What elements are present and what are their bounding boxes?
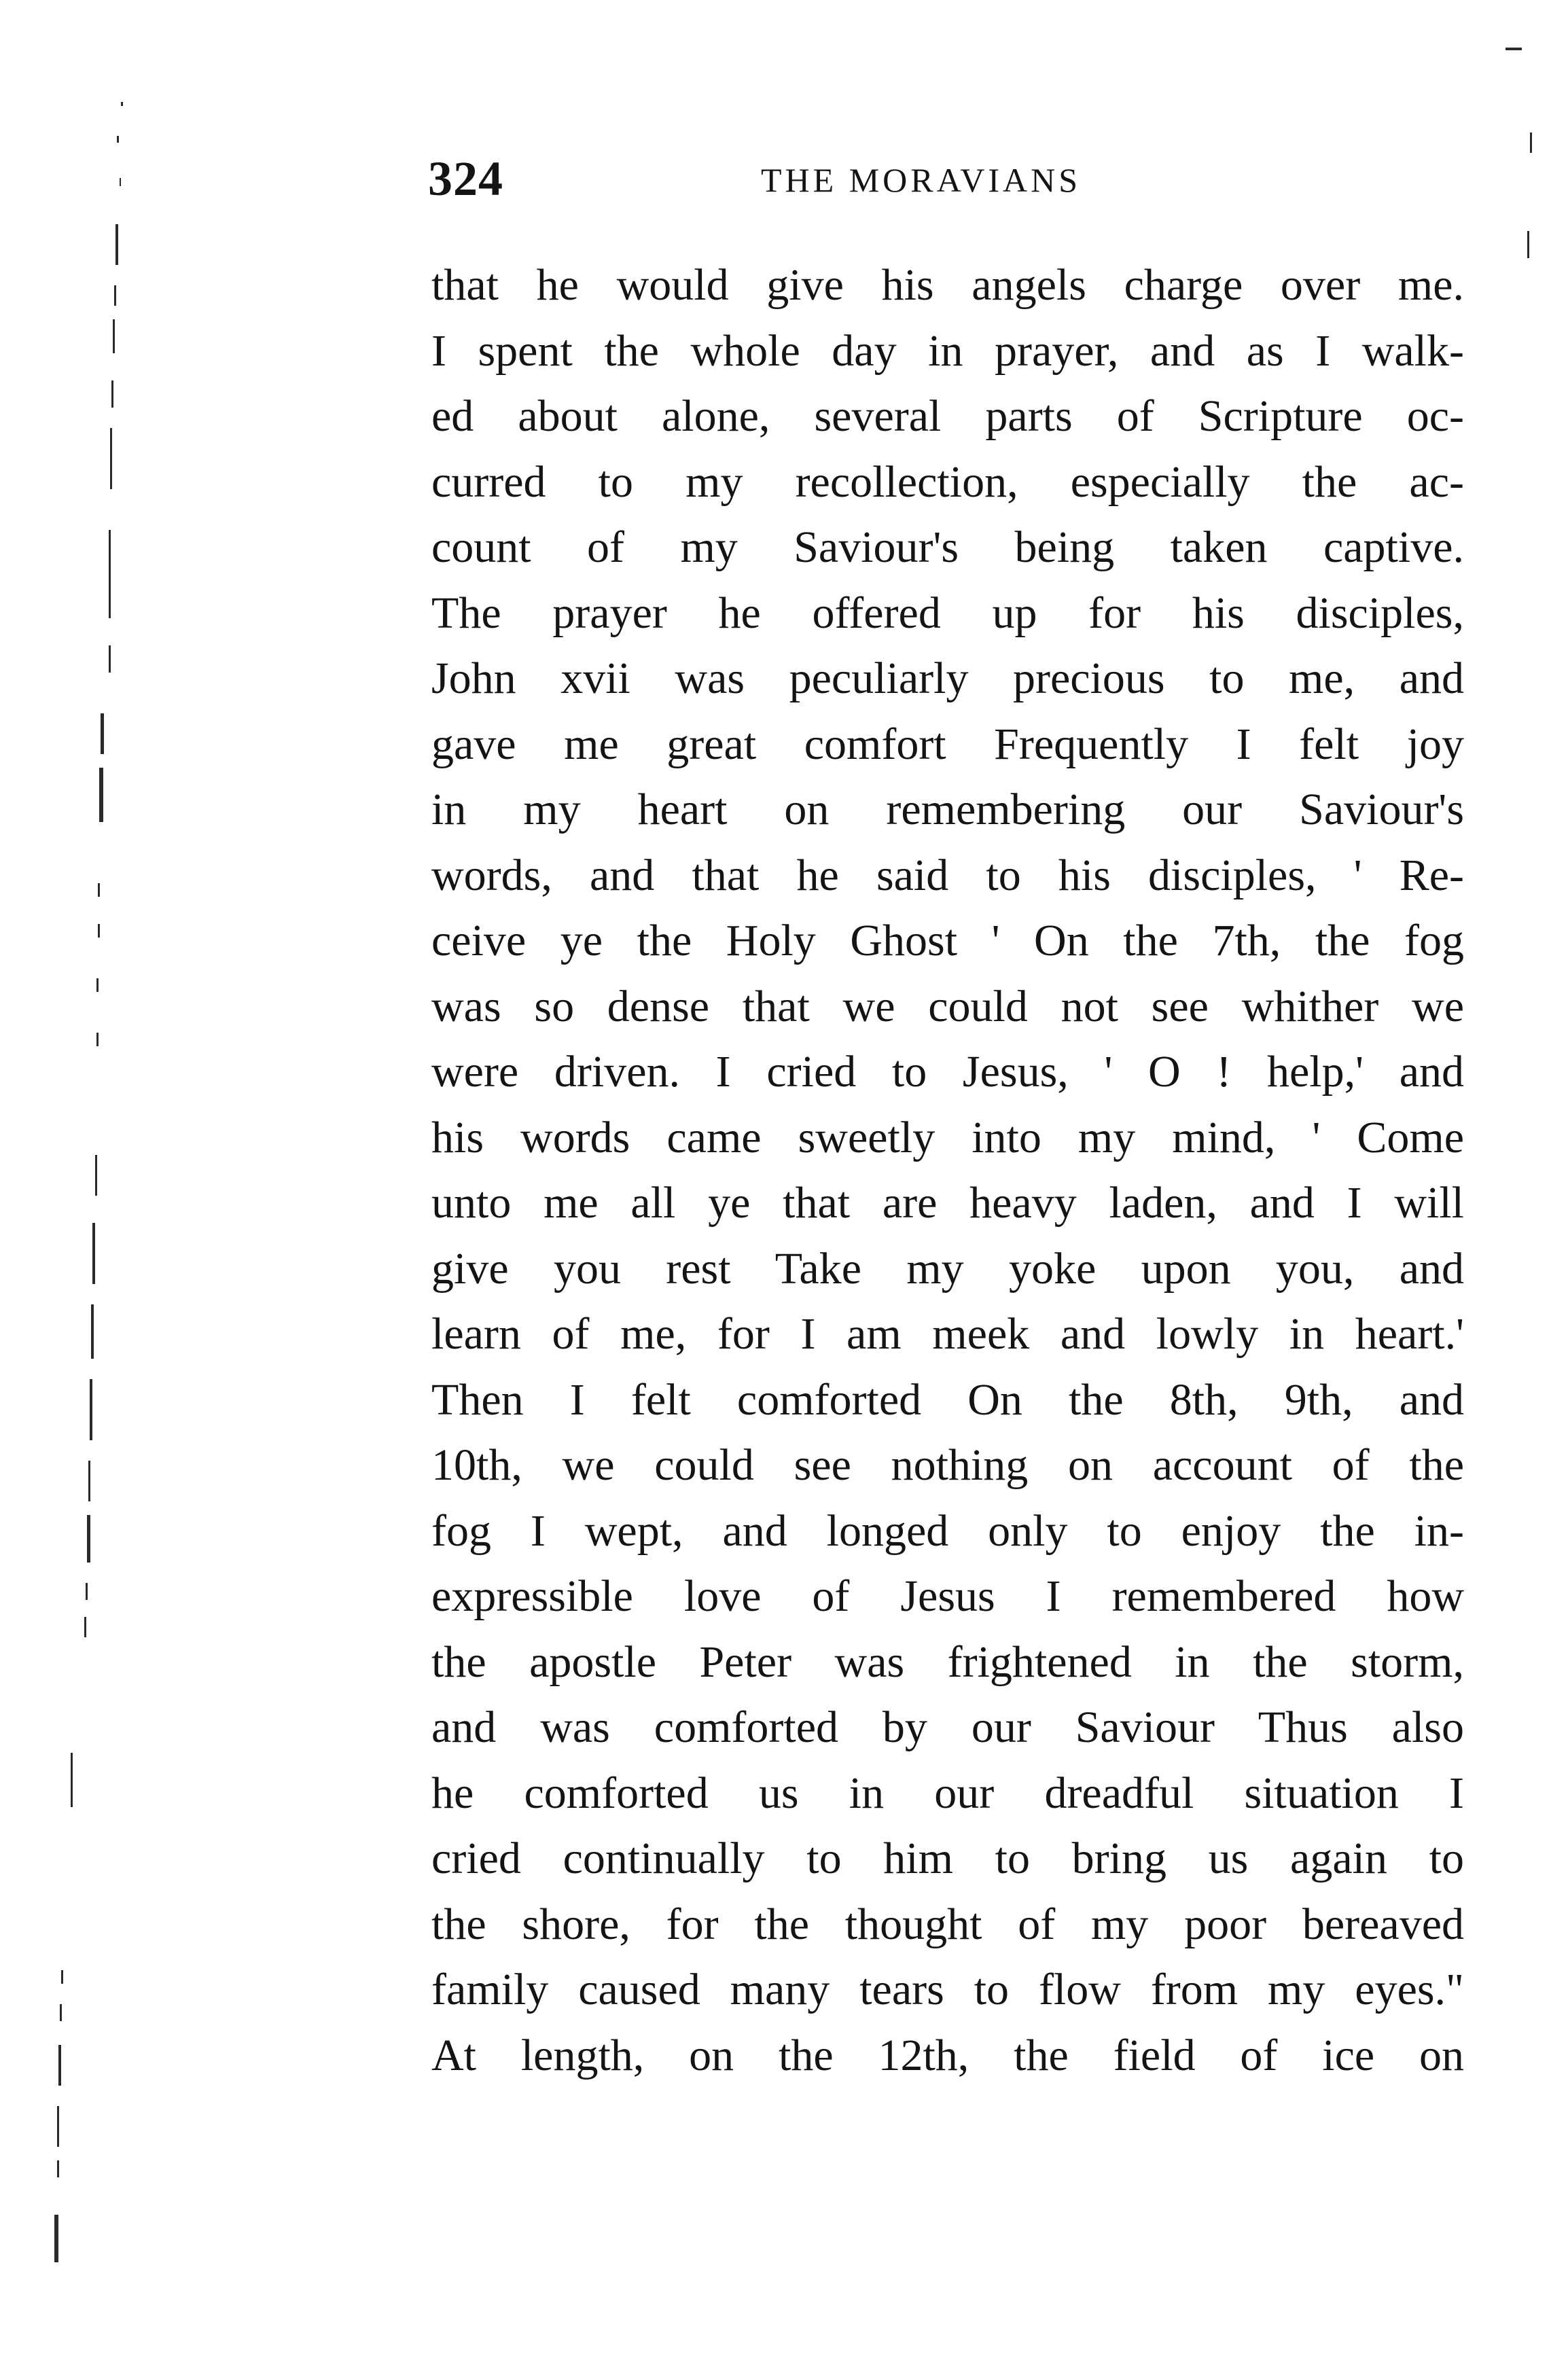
text-line: John xvii was peculiarly precious to me, and [431, 654, 1464, 703]
text-line: were driven. I cried to Jesus, ' O ! help,' and [431, 1047, 1464, 1097]
text-line: The prayer he offered up for his disciples, [431, 588, 1464, 638]
text-line: his words came sweetly into my mind, ' Come [431, 1112, 1464, 1162]
text-line: in my heart on remembering our Saviour's [431, 785, 1464, 834]
text-line: learn of me, for I am meek and lowly in heart.' [431, 1309, 1464, 1359]
page-header [428, 151, 1467, 226]
text-line: unto me all ye that are heavy laden, and I will [431, 1178, 1464, 1228]
scan-corner-artifacts [1473, 0, 1568, 340]
text-line: cried continually to him to bring us again to [431, 1834, 1464, 1883]
scan-margin-artifacts [0, 0, 149, 2371]
text-line: At length, on the 12th, the field of ice on [431, 2030, 1464, 2080]
text-line: I spent the whole day in prayer, and as I walk- [431, 325, 1464, 376]
text-line: expressible love of Jesus I remembered how [431, 1571, 1464, 1621]
text-line: he comforted us in our dreadful situation I [431, 1768, 1464, 1818]
text-line: count of my Saviour's being taken captive. [431, 522, 1464, 572]
text-line: was so dense that we could not see whither we [431, 981, 1464, 1031]
text-line: curred to my recollection, especially the ac- [431, 457, 1464, 507]
text-line: 10th, we could see nothing on account of the [431, 1440, 1464, 1490]
body-text [431, 253, 1464, 2088]
text-line: Then I felt comforted On the 8th, 9th, and [431, 1374, 1464, 1425]
text-line: that he would give his angels charge over me. [431, 260, 1464, 310]
text-line: ceive ye the Holy Ghost ' On the 7th, the fog [431, 916, 1464, 965]
running-head: THE MORAVIANS [761, 161, 1082, 199]
text-line: family caused many tears to flow from my eyes." [431, 1965, 1464, 2014]
page-number: 324 [428, 151, 503, 206]
text-line: give you rest Take my yoke upon you, and [431, 1243, 1464, 1294]
text-line: the shore, for the thought of my poor bereaved [431, 1899, 1464, 1949]
text-line: the apostle Peter was frightened in the storm, [431, 1637, 1464, 1687]
text-line: ed about alone, several parts of Scripture oc- [431, 391, 1464, 441]
text-line: gave me great comfort Frequently I felt joy [431, 719, 1464, 769]
text-line: and was comforted by our Saviour Thus also [431, 1703, 1464, 1752]
text-line: words, and that he said to his disciples, ' Re- [431, 850, 1464, 900]
text-line: fog I wept, and longed only to enjoy the in- [431, 1505, 1464, 1556]
